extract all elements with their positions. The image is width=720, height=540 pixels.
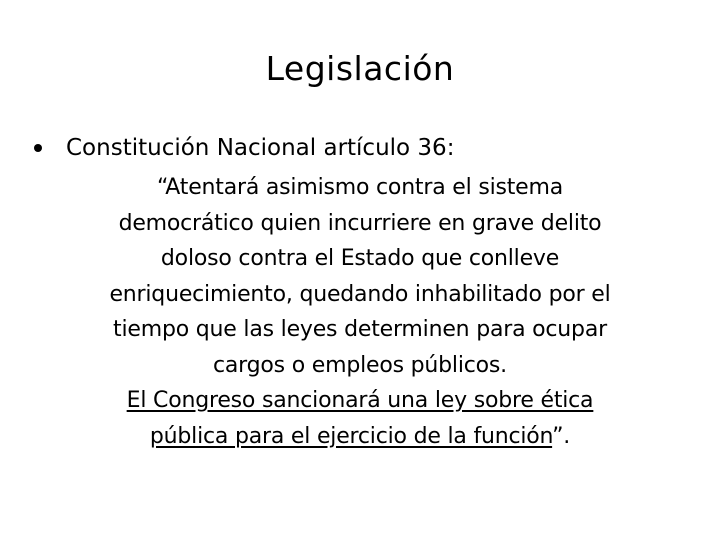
quote-line-4: enriquecimiento, quedando inhabilitado por el <box>109 281 611 307</box>
quote-line-7-underlined: El Congreso sancionará una ley sobre ética <box>126 388 594 413</box>
bullet-item <box>34 130 454 166</box>
bullet-heading: Constitución Nacional artículo 36: <box>66 135 455 161</box>
quote-line-5: tiempo que las leyes determinen para ocupar <box>113 317 607 342</box>
article-quote <box>0 170 720 454</box>
quote-line-8-underlined: pública para el ejercicio de la función <box>149 423 553 449</box>
bullet-dot-icon <box>34 144 42 152</box>
quote-closing-mark: ”. <box>552 423 571 449</box>
quote-line-2: democrático quien incurriere en grave delito <box>118 210 602 236</box>
quote-line-8 <box>0 419 720 455</box>
quote-line-6: cargos o empleos públicos. <box>213 352 507 378</box>
quote-line-1: “Atentará asimismo contra el sistema <box>156 175 564 200</box>
slide-title: Legislación <box>265 49 455 88</box>
quote-line-3: doloso contra el Estado que conlleve <box>160 246 560 271</box>
